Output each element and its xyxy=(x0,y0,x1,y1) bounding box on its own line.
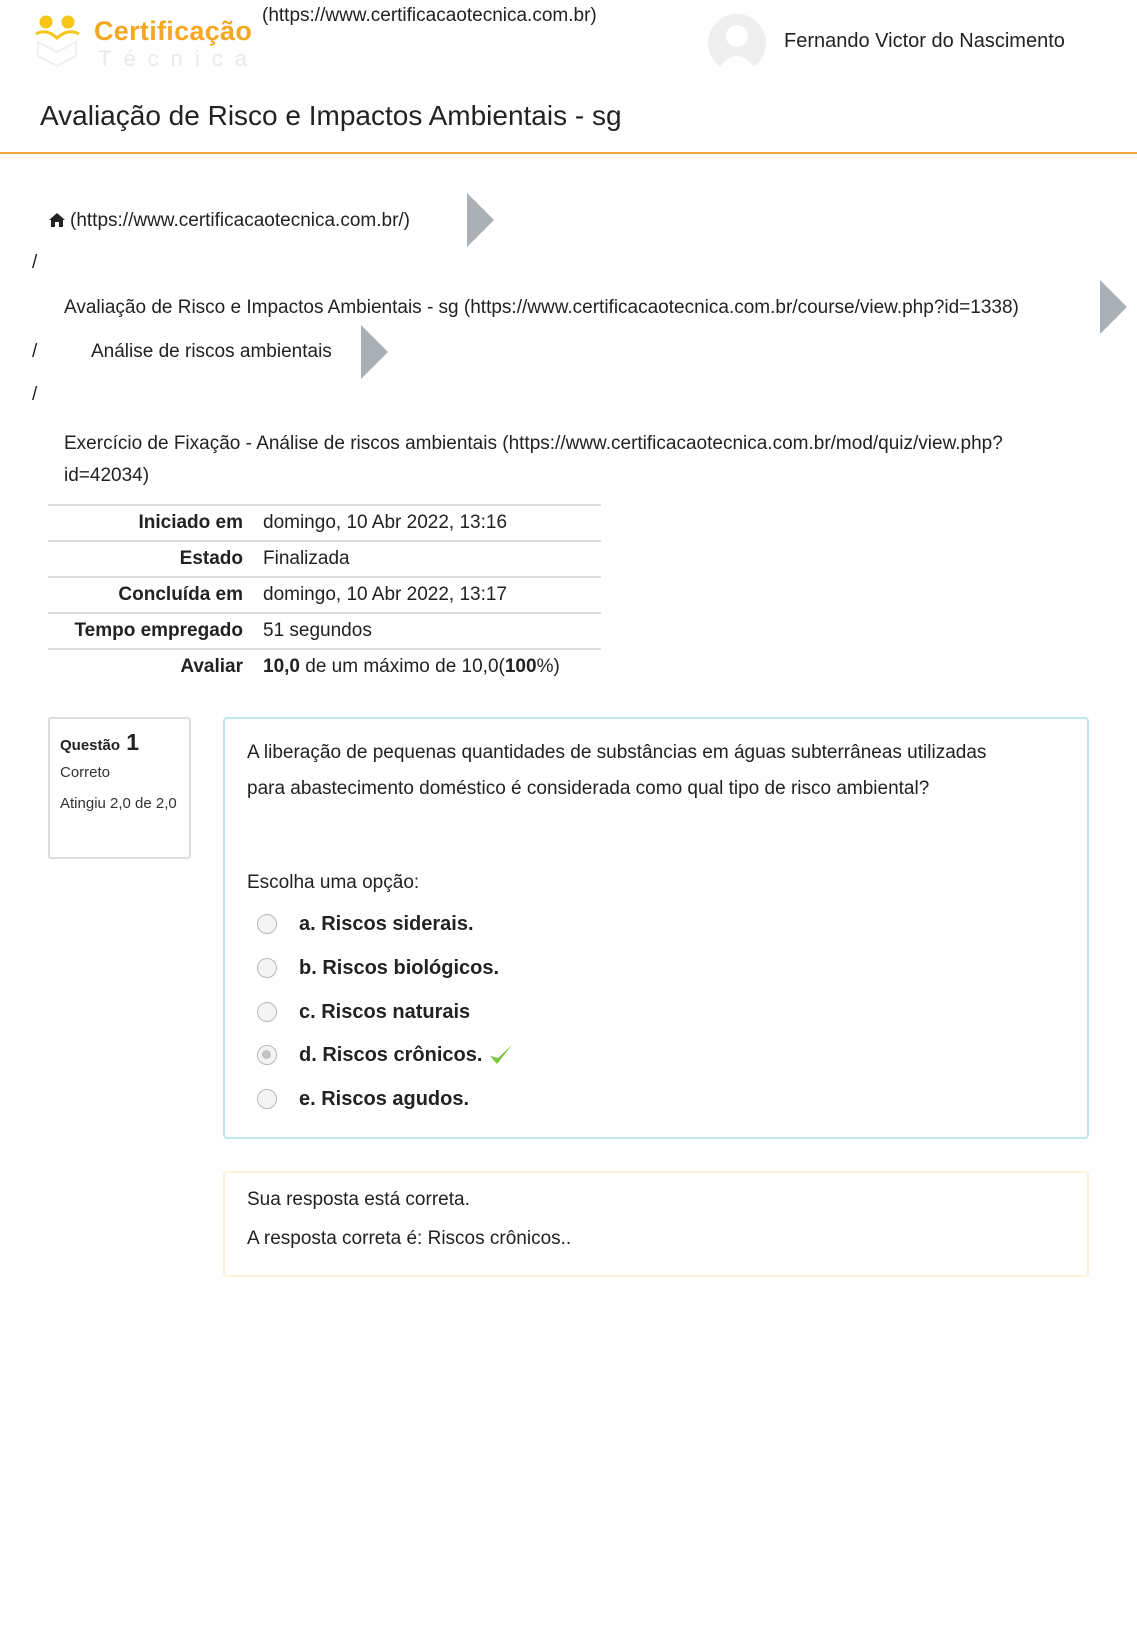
summary-row-completed xyxy=(48,576,601,612)
answer-option[interactable] xyxy=(257,909,474,939)
site-url-link[interactable]: (https://www.certificacaotecnica.com.br) xyxy=(262,5,597,26)
option-label: c. Riscos naturais xyxy=(299,1000,471,1023)
breadcrumb-course[interactable]: Avaliação de Risco e Impactos Ambientais - sg (https://www.certificacaotecnica.com.br/course/view.php?id=1338) xyxy=(64,297,1019,318)
attempt-summary-table xyxy=(48,504,601,684)
breadcrumb-arrow-icon xyxy=(1100,280,1127,334)
radio-button-selected[interactable] xyxy=(257,1045,277,1065)
logo-subtext: Técnica xyxy=(98,46,260,71)
answer-prompt: Escolha uma opção: xyxy=(247,872,420,893)
header-divider xyxy=(0,152,1137,154)
summary-value: 51 segundos xyxy=(263,620,372,641)
answer-option-selected[interactable] xyxy=(257,1040,514,1070)
question-state: Correto xyxy=(60,764,111,781)
radio-button[interactable] xyxy=(257,1002,277,1022)
page-title: Avaliação de Risco e Impactos Ambientais - sg xyxy=(40,100,622,131)
question-label: Questão xyxy=(60,737,121,754)
breadcrumb-section[interactable]: Análise de riscos ambientais xyxy=(91,341,332,362)
grade-percent: 100 xyxy=(504,656,537,677)
grade-score: 10,0 xyxy=(263,656,300,677)
grade-end: %) xyxy=(536,656,560,677)
option-label: e. Riscos agudos. xyxy=(299,1087,470,1110)
user-icon xyxy=(708,14,766,72)
logo-icon xyxy=(34,12,92,68)
question-text: A liberação de pequenas quantidades de substâncias em águas subterrâneas utilizadas para abastecimento doméstico é considerada como qual tipo de risco ambiental? xyxy=(247,742,987,799)
correct-check-icon xyxy=(488,1043,514,1067)
summary-label: Concluída em xyxy=(118,584,243,605)
feedback-result: Sua resposta está correta. xyxy=(247,1189,470,1210)
summary-label: Tempo empregado xyxy=(74,620,243,641)
summary-row-state xyxy=(48,540,601,576)
summary-row-started xyxy=(48,504,601,540)
summary-label: Avaliar xyxy=(180,656,243,677)
home-icon xyxy=(48,212,66,228)
breadcrumb-separator: / xyxy=(32,341,38,362)
summary-label: Iniciado em xyxy=(138,512,243,533)
radio-button[interactable] xyxy=(257,1089,277,1109)
question-number-value: 1 xyxy=(126,729,139,755)
radio-button[interactable] xyxy=(257,914,277,934)
breadcrumb-separator: / xyxy=(32,384,38,405)
radio-button[interactable] xyxy=(257,958,277,978)
site-logo[interactable] xyxy=(34,12,260,71)
option-label: a. Riscos siderais. xyxy=(299,912,474,935)
breadcrumb-arrow-icon xyxy=(361,325,388,379)
breadcrumb-quiz-line2: id=42034) xyxy=(64,465,150,486)
breadcrumb-home-label: (https://www.certificacaotecnica.com.br/) xyxy=(70,210,410,231)
summary-value: domingo, 10 Abr 2022, 13:17 xyxy=(263,584,508,605)
option-label: b. Riscos biológicos. xyxy=(299,956,500,979)
question-number xyxy=(60,729,179,756)
question-grade: Atingiu 2,0 de 2,0 xyxy=(60,795,177,812)
summary-label: Estado xyxy=(179,548,243,569)
answer-feedback xyxy=(223,1171,1089,1277)
user-avatar[interactable] xyxy=(708,14,766,72)
answer-option[interactable] xyxy=(257,997,470,1027)
user-name[interactable]: Fernando Victor do Nascimento xyxy=(784,30,1065,52)
question-content xyxy=(223,717,1089,1139)
question-info xyxy=(48,717,191,859)
summary-row-grade xyxy=(48,648,601,684)
summary-row-time xyxy=(48,612,601,648)
breadcrumb-separator: / xyxy=(32,252,38,273)
breadcrumb-quiz-line1: Exercício de Fixação - Análise de riscos ambientais (https://www.certificacaotecnica.com.br/mod/quiz/view.php? xyxy=(64,433,1003,454)
feedback-right-answer: A resposta correta é: Riscos crônicos.. xyxy=(247,1228,572,1249)
logo-text: Certificação xyxy=(94,16,253,46)
answer-option[interactable] xyxy=(257,1084,469,1114)
breadcrumb-quiz[interactable] xyxy=(64,428,1003,492)
summary-value xyxy=(243,656,560,678)
summary-value: Finalizada xyxy=(263,548,350,569)
answer-option[interactable] xyxy=(257,953,499,983)
option-label: d. Riscos crônicos. xyxy=(299,1043,483,1066)
summary-value: domingo, 10 Abr 2022, 13:16 xyxy=(263,512,508,533)
grade-middle: de um máximo de 10,0( xyxy=(299,656,505,677)
breadcrumb-arrow-icon xyxy=(467,193,494,247)
breadcrumb-home[interactable] xyxy=(48,210,410,232)
